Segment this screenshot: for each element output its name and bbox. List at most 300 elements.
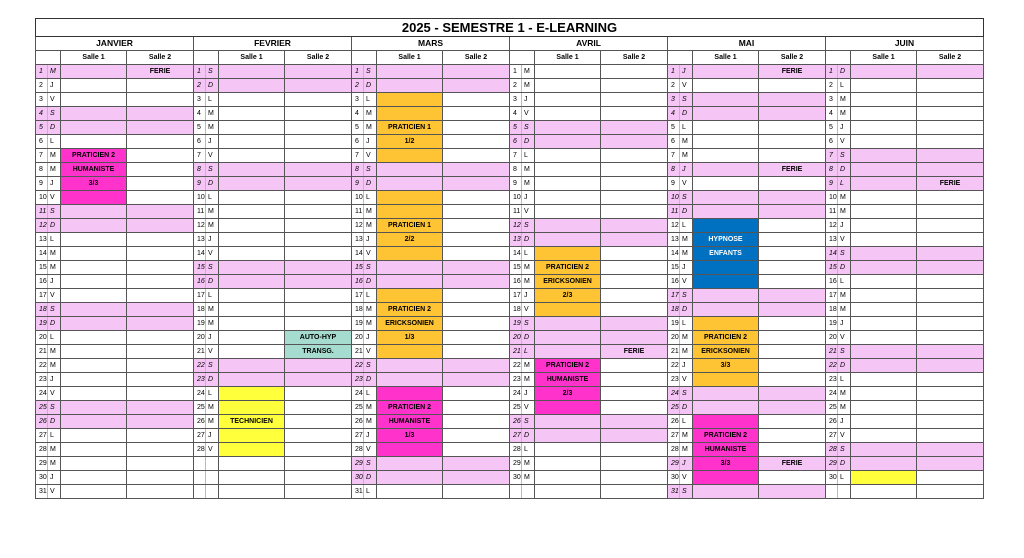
- praticien-ericksonien-session-block[interactable]: [535, 247, 601, 261]
- room2-cell[interactable]: [127, 471, 194, 485]
- room1-cell[interactable]: [535, 331, 601, 345]
- room1-cell[interactable]: [377, 261, 443, 275]
- room2-cell[interactable]: [917, 233, 984, 247]
- room2-cell[interactable]: [917, 121, 984, 135]
- room2-cell[interactable]: [127, 135, 194, 149]
- room2-cell[interactable]: [285, 317, 352, 331]
- room1-cell[interactable]: [851, 191, 917, 205]
- praticien-ericksonien-session-block[interactable]: [693, 373, 759, 387]
- room1-cell[interactable]: [219, 303, 285, 317]
- room2-cell[interactable]: [285, 219, 352, 233]
- room2-cell[interactable]: [285, 121, 352, 135]
- juin-yellow-session-block[interactable]: [851, 471, 917, 485]
- room1-cell[interactable]: [61, 373, 127, 387]
- room2-cell[interactable]: [443, 415, 510, 429]
- room1-cell[interactable]: [219, 261, 285, 275]
- praticien-ericksonien-session-block[interactable]: 1/3: [377, 331, 443, 345]
- room2-cell[interactable]: [127, 93, 194, 107]
- room2-cell[interactable]: [443, 149, 510, 163]
- room2-cell[interactable]: [443, 135, 510, 149]
- room2-cell[interactable]: [601, 289, 668, 303]
- room1-cell[interactable]: [219, 93, 285, 107]
- room2-cell[interactable]: [601, 177, 668, 191]
- room1-cell[interactable]: [535, 205, 601, 219]
- room1-cell[interactable]: [535, 471, 601, 485]
- room1-cell[interactable]: [851, 205, 917, 219]
- room2-cell[interactable]: [443, 443, 510, 457]
- room2-cell[interactable]: [917, 373, 984, 387]
- room1-cell[interactable]: [535, 219, 601, 233]
- room2-cell[interactable]: [443, 485, 510, 499]
- room2-cell[interactable]: [759, 415, 826, 429]
- auto-hyp-session-block[interactable]: TRANSG.: [285, 345, 352, 359]
- room1-cell[interactable]: [377, 275, 443, 289]
- room1-cell[interactable]: [219, 65, 285, 79]
- praticien-humaniste-session-block[interactable]: PRATICIEN 2: [61, 149, 127, 163]
- praticien-ericksonien-session-block[interactable]: ERICKSONIEN: [377, 317, 443, 331]
- room1-cell[interactable]: [61, 205, 127, 219]
- room1-cell[interactable]: [535, 135, 601, 149]
- room1-cell[interactable]: [851, 443, 917, 457]
- room2-cell[interactable]: [285, 415, 352, 429]
- room1-cell[interactable]: [693, 149, 759, 163]
- room2-cell[interactable]: [285, 289, 352, 303]
- room1-cell[interactable]: [61, 485, 127, 499]
- room2-cell[interactable]: [285, 247, 352, 261]
- room1-cell[interactable]: [535, 485, 601, 499]
- room2-cell[interactable]: [285, 485, 352, 499]
- room2-cell[interactable]: [601, 205, 668, 219]
- praticien-ericksonien-session-block[interactable]: [377, 191, 443, 205]
- praticien-ericksonien-session-block[interactable]: 2/3: [535, 289, 601, 303]
- room2-cell[interactable]: [127, 275, 194, 289]
- room2-cell[interactable]: [759, 345, 826, 359]
- room1-cell[interactable]: [693, 135, 759, 149]
- hypnose-enfants-session-block[interactable]: [693, 275, 759, 289]
- room2-cell[interactable]: [285, 149, 352, 163]
- room1-cell[interactable]: [693, 65, 759, 79]
- room2-cell[interactable]: [285, 233, 352, 247]
- room2-cell[interactable]: [127, 149, 194, 163]
- room1-cell[interactable]: [535, 65, 601, 79]
- room2-cell[interactable]: [443, 163, 510, 177]
- praticien-humaniste-session-block[interactable]: HUMANISTE: [693, 443, 759, 457]
- room1-cell[interactable]: [693, 107, 759, 121]
- room2-cell[interactable]: [285, 471, 352, 485]
- room2-cell[interactable]: [127, 247, 194, 261]
- room2-cell[interactable]: [443, 471, 510, 485]
- room2-cell[interactable]: [759, 93, 826, 107]
- room2-cell[interactable]: [601, 485, 668, 499]
- room2-cell[interactable]: [285, 177, 352, 191]
- holiday-label[interactable]: FERIE: [759, 457, 826, 471]
- room2-cell[interactable]: [127, 261, 194, 275]
- room2-cell[interactable]: [127, 373, 194, 387]
- room1-cell[interactable]: [851, 79, 917, 93]
- room1-cell[interactable]: [61, 359, 127, 373]
- room2-cell[interactable]: [127, 415, 194, 429]
- room2-cell[interactable]: [759, 429, 826, 443]
- hypnose-enfants-session-block[interactable]: [693, 261, 759, 275]
- praticien-humaniste-session-block[interactable]: PRATICIEN 2: [377, 401, 443, 415]
- room1-cell[interactable]: [219, 289, 285, 303]
- technicien-session-block[interactable]: [219, 443, 285, 457]
- praticien-humaniste-session-block[interactable]: HUMANISTE: [377, 415, 443, 429]
- room1-cell[interactable]: [693, 163, 759, 177]
- room1-cell[interactable]: [61, 415, 127, 429]
- room2-cell[interactable]: [917, 205, 984, 219]
- room1-cell[interactable]: [219, 135, 285, 149]
- praticien-ericksonien-session-block[interactable]: [535, 303, 601, 317]
- room1-cell[interactable]: [219, 471, 285, 485]
- room1-cell[interactable]: [851, 275, 917, 289]
- room2-cell[interactable]: [127, 205, 194, 219]
- room2-cell[interactable]: [759, 233, 826, 247]
- room2-cell[interactable]: [759, 107, 826, 121]
- room2-cell[interactable]: [601, 219, 668, 233]
- room1-cell[interactable]: [851, 387, 917, 401]
- room1-cell[interactable]: [61, 135, 127, 149]
- praticien-humaniste-session-block[interactable]: 3/3: [693, 457, 759, 471]
- room2-cell[interactable]: [601, 233, 668, 247]
- room2-cell[interactable]: [127, 429, 194, 443]
- praticien-humaniste-session-block[interactable]: [693, 471, 759, 485]
- room2-cell[interactable]: [127, 303, 194, 317]
- room2-cell[interactable]: [601, 93, 668, 107]
- room2-cell[interactable]: [759, 359, 826, 373]
- room2-cell[interactable]: [917, 93, 984, 107]
- hypnose-enfants-session-block[interactable]: ENFANTS: [693, 247, 759, 261]
- room1-cell[interactable]: [61, 219, 127, 233]
- room1-cell[interactable]: [219, 345, 285, 359]
- room1-cell[interactable]: [61, 331, 127, 345]
- room2-cell[interactable]: [759, 121, 826, 135]
- room2-cell[interactable]: [601, 135, 668, 149]
- room2-cell[interactable]: [601, 65, 668, 79]
- room1-cell[interactable]: [61, 429, 127, 443]
- room1-cell[interactable]: [61, 471, 127, 485]
- room1-cell[interactable]: [851, 485, 917, 499]
- room1-cell[interactable]: [851, 359, 917, 373]
- room2-cell[interactable]: [443, 429, 510, 443]
- room2-cell[interactable]: [127, 191, 194, 205]
- room1-cell[interactable]: [851, 247, 917, 261]
- room2-cell[interactable]: [443, 219, 510, 233]
- technicien-session-block[interactable]: [219, 401, 285, 415]
- praticien-humaniste-session-block[interactable]: [377, 443, 443, 457]
- room2-cell[interactable]: [443, 373, 510, 387]
- room1-cell[interactable]: [219, 457, 285, 471]
- room1-cell[interactable]: [219, 149, 285, 163]
- holiday-label[interactable]: FERIE: [759, 163, 826, 177]
- room1-cell[interactable]: [693, 289, 759, 303]
- room2-cell[interactable]: [443, 303, 510, 317]
- praticien-ericksonien-session-block[interactable]: 1/2: [377, 135, 443, 149]
- praticien-ericksonien-session-block[interactable]: [377, 345, 443, 359]
- room1-cell[interactable]: [851, 457, 917, 471]
- room2-cell[interactable]: [601, 79, 668, 93]
- room2-cell[interactable]: [601, 359, 668, 373]
- room2-cell[interactable]: [443, 205, 510, 219]
- room2-cell[interactable]: [127, 317, 194, 331]
- room2-cell[interactable]: [443, 387, 510, 401]
- room1-cell[interactable]: [851, 401, 917, 415]
- room1-cell[interactable]: [219, 247, 285, 261]
- room2-cell[interactable]: [759, 261, 826, 275]
- room1-cell[interactable]: [535, 121, 601, 135]
- technicien-session-block[interactable]: [219, 429, 285, 443]
- room2-cell[interactable]: [127, 163, 194, 177]
- room1-cell[interactable]: [535, 415, 601, 429]
- room1-cell[interactable]: [377, 373, 443, 387]
- room1-cell[interactable]: [61, 93, 127, 107]
- room1-cell[interactable]: [851, 345, 917, 359]
- praticien-humaniste-session-block[interactable]: HUMANISTE: [61, 163, 127, 177]
- room2-cell[interactable]: [917, 317, 984, 331]
- room2-cell[interactable]: [917, 359, 984, 373]
- room2-cell[interactable]: [127, 401, 194, 415]
- room2-cell[interactable]: [443, 331, 510, 345]
- room1-cell[interactable]: [535, 317, 601, 331]
- room2-cell[interactable]: [285, 65, 352, 79]
- room1-cell[interactable]: [851, 219, 917, 233]
- room1-cell[interactable]: [535, 443, 601, 457]
- room2-cell[interactable]: [285, 261, 352, 275]
- hypnose-enfants-session-block[interactable]: [693, 219, 759, 233]
- room2-cell[interactable]: [917, 79, 984, 93]
- room2-cell[interactable]: [759, 149, 826, 163]
- room2-cell[interactable]: [127, 345, 194, 359]
- room1-cell[interactable]: [693, 191, 759, 205]
- room2-cell[interactable]: [443, 261, 510, 275]
- room1-cell[interactable]: [61, 233, 127, 247]
- room1-cell[interactable]: [219, 121, 285, 135]
- room1-cell[interactable]: [535, 163, 601, 177]
- room1-cell[interactable]: [693, 485, 759, 499]
- room1-cell[interactable]: [851, 233, 917, 247]
- room2-cell[interactable]: [917, 471, 984, 485]
- room1-cell[interactable]: [61, 261, 127, 275]
- praticien-humaniste-session-block[interactable]: [377, 387, 443, 401]
- room2-cell[interactable]: [601, 121, 668, 135]
- room2-cell[interactable]: [285, 107, 352, 121]
- room1-cell[interactable]: [693, 177, 759, 191]
- room2-cell[interactable]: [917, 275, 984, 289]
- room2-cell[interactable]: [917, 191, 984, 205]
- room1-cell[interactable]: [377, 471, 443, 485]
- praticien-humaniste-session-block[interactable]: [535, 401, 601, 415]
- room2-cell[interactable]: [285, 205, 352, 219]
- room2-cell[interactable]: [127, 443, 194, 457]
- room2-cell[interactable]: [443, 65, 510, 79]
- room2-cell[interactable]: [917, 289, 984, 303]
- room2-cell[interactable]: [601, 163, 668, 177]
- room1-cell[interactable]: [851, 65, 917, 79]
- room2-cell[interactable]: [443, 275, 510, 289]
- room2-cell[interactable]: [443, 401, 510, 415]
- room1-cell[interactable]: [377, 79, 443, 93]
- room2-cell[interactable]: [917, 107, 984, 121]
- room1-cell[interactable]: [851, 135, 917, 149]
- praticien-humaniste-session-block[interactable]: 3/3: [61, 177, 127, 191]
- room1-cell[interactable]: [851, 415, 917, 429]
- auto-hyp-session-block[interactable]: AUTO-HYP: [285, 331, 352, 345]
- room2-cell[interactable]: [917, 261, 984, 275]
- room2-cell[interactable]: [759, 443, 826, 457]
- room1-cell[interactable]: [219, 331, 285, 345]
- room2-cell[interactable]: [917, 415, 984, 429]
- praticien-ericksonien-session-block[interactable]: [377, 247, 443, 261]
- room2-cell[interactable]: [127, 219, 194, 233]
- room2-cell[interactable]: [759, 79, 826, 93]
- room1-cell[interactable]: [377, 177, 443, 191]
- room1-cell[interactable]: [219, 163, 285, 177]
- praticien-humaniste-session-block[interactable]: 2/3: [535, 387, 601, 401]
- room2-cell[interactable]: [127, 289, 194, 303]
- room2-cell[interactable]: [917, 163, 984, 177]
- room2-cell[interactable]: [917, 135, 984, 149]
- technicien-session-block[interactable]: TECHNICIEN: [219, 415, 285, 429]
- room2-cell[interactable]: [601, 429, 668, 443]
- room2-cell[interactable]: [917, 443, 984, 457]
- room1-cell[interactable]: [851, 331, 917, 345]
- room2-cell[interactable]: [601, 303, 668, 317]
- holiday-label[interactable]: FERIE: [759, 65, 826, 79]
- praticien-ericksonien-session-block[interactable]: [377, 205, 443, 219]
- room1-cell[interactable]: [219, 359, 285, 373]
- praticien-ericksonien-session-block[interactable]: [377, 107, 443, 121]
- room1-cell[interactable]: [219, 233, 285, 247]
- praticien-ericksonien-session-block[interactable]: 2/2: [377, 233, 443, 247]
- room2-cell[interactable]: [127, 359, 194, 373]
- room2-cell[interactable]: [443, 79, 510, 93]
- praticien-ericksonien-session-block[interactable]: [377, 149, 443, 163]
- room2-cell[interactable]: [601, 149, 668, 163]
- praticien-ericksonien-session-block[interactable]: PRATICIEN 1: [377, 121, 443, 135]
- room1-cell[interactable]: [535, 429, 601, 443]
- room1-cell[interactable]: [693, 121, 759, 135]
- room1-cell[interactable]: [851, 149, 917, 163]
- room2-cell[interactable]: [127, 387, 194, 401]
- room2-cell[interactable]: [917, 65, 984, 79]
- room2-cell[interactable]: [285, 303, 352, 317]
- room2-cell[interactable]: [443, 457, 510, 471]
- room1-cell[interactable]: [219, 191, 285, 205]
- praticien-ericksonien-session-block[interactable]: ERICKSONIEN: [693, 345, 759, 359]
- room1-cell[interactable]: [61, 247, 127, 261]
- room2-cell[interactable]: [443, 177, 510, 191]
- room1-cell[interactable]: [535, 177, 601, 191]
- room2-cell[interactable]: [759, 275, 826, 289]
- technicien-session-block[interactable]: [219, 387, 285, 401]
- room2-cell[interactable]: [917, 345, 984, 359]
- room2-cell[interactable]: [127, 121, 194, 135]
- room1-cell[interactable]: [693, 401, 759, 415]
- room2-cell[interactable]: [443, 247, 510, 261]
- room1-cell[interactable]: [377, 65, 443, 79]
- room1-cell[interactable]: [61, 303, 127, 317]
- praticien-ericksonien-session-block[interactable]: [693, 317, 759, 331]
- room2-cell[interactable]: [443, 93, 510, 107]
- room2-cell[interactable]: [601, 443, 668, 457]
- room2-cell[interactable]: [759, 485, 826, 499]
- room2-cell[interactable]: [601, 415, 668, 429]
- room2-cell[interactable]: [759, 387, 826, 401]
- room2-cell[interactable]: [443, 289, 510, 303]
- holiday-label[interactable]: FERIE: [601, 345, 668, 359]
- room1-cell[interactable]: [377, 163, 443, 177]
- room1-cell[interactable]: [851, 261, 917, 275]
- room1-cell[interactable]: [377, 359, 443, 373]
- room2-cell[interactable]: [127, 79, 194, 93]
- praticien-ericksonien-session-block[interactable]: ERICKSONIEN: [535, 275, 601, 289]
- room2-cell[interactable]: [759, 219, 826, 233]
- room2-cell[interactable]: [285, 191, 352, 205]
- room2-cell[interactable]: [601, 387, 668, 401]
- room1-cell[interactable]: [851, 93, 917, 107]
- room2-cell[interactable]: [917, 149, 984, 163]
- room1-cell[interactable]: [535, 107, 601, 121]
- praticien-ericksonien-session-block[interactable]: PRATICIEN 1: [377, 219, 443, 233]
- room2-cell[interactable]: [601, 247, 668, 261]
- room2-cell[interactable]: [443, 107, 510, 121]
- room2-cell[interactable]: [285, 359, 352, 373]
- praticien-ericksonien-session-block[interactable]: [377, 93, 443, 107]
- room1-cell[interactable]: [535, 79, 601, 93]
- room2-cell[interactable]: [127, 485, 194, 499]
- room1-cell[interactable]: [61, 387, 127, 401]
- room2-cell[interactable]: [759, 373, 826, 387]
- room2-cell[interactable]: [759, 401, 826, 415]
- praticien-humaniste-session-block[interactable]: PRATICIEN 2: [535, 359, 601, 373]
- room1-cell[interactable]: [61, 345, 127, 359]
- room1-cell[interactable]: [61, 121, 127, 135]
- room2-cell[interactable]: [601, 107, 668, 121]
- room2-cell[interactable]: [759, 289, 826, 303]
- room1-cell[interactable]: [693, 79, 759, 93]
- room1-cell[interactable]: [535, 233, 601, 247]
- room2-cell[interactable]: [443, 359, 510, 373]
- room1-cell[interactable]: [61, 443, 127, 457]
- room1-cell[interactable]: [693, 93, 759, 107]
- room2-cell[interactable]: [443, 191, 510, 205]
- room1-cell[interactable]: [851, 289, 917, 303]
- room1-cell[interactable]: [61, 275, 127, 289]
- room2-cell[interactable]: [601, 471, 668, 485]
- room1-cell[interactable]: [851, 429, 917, 443]
- room1-cell[interactable]: [851, 177, 917, 191]
- praticien-humaniste-session-block[interactable]: PRATICIEN 2: [693, 429, 759, 443]
- room2-cell[interactable]: [443, 121, 510, 135]
- room1-cell[interactable]: [219, 275, 285, 289]
- room2-cell[interactable]: [917, 401, 984, 415]
- room2-cell[interactable]: [601, 275, 668, 289]
- room1-cell[interactable]: [219, 205, 285, 219]
- room1-cell[interactable]: [535, 149, 601, 163]
- room2-cell[interactable]: [285, 457, 352, 471]
- hypnose-enfants-session-block[interactable]: HYPNOSE: [693, 233, 759, 247]
- room2-cell[interactable]: [285, 79, 352, 93]
- room1-cell[interactable]: [693, 387, 759, 401]
- room1-cell[interactable]: [851, 163, 917, 177]
- room2-cell[interactable]: [601, 191, 668, 205]
- room2-cell[interactable]: [917, 387, 984, 401]
- room2-cell[interactable]: [601, 457, 668, 471]
- room1-cell[interactable]: [219, 107, 285, 121]
- room2-cell[interactable]: [917, 457, 984, 471]
- room1-cell[interactable]: [851, 373, 917, 387]
- room2-cell[interactable]: [759, 135, 826, 149]
